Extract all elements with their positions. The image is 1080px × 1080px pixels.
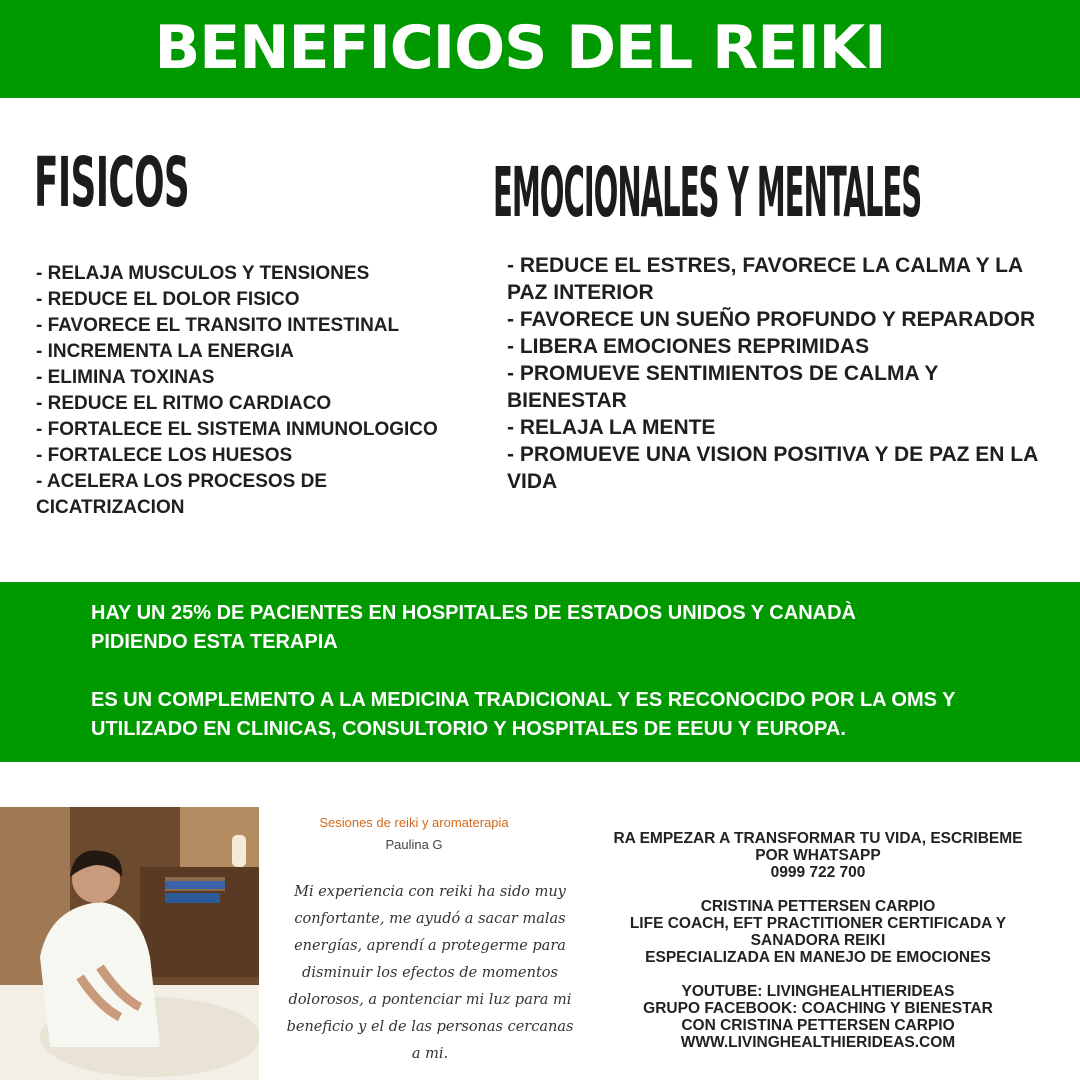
contact-facebook: GRUPO FACEBOOK: COACHING Y BIENESTAR — [643, 1000, 993, 1017]
list-item: - REDUCE EL DOLOR FISICO — [36, 289, 300, 310]
list-item: - FORTALECE EL SISTEMA INMUNOLOGICO — [36, 419, 438, 440]
contact-role: ESPECIALIZADA EN MANEJO DE EMOCIONES — [645, 949, 991, 966]
page-title: BENEFICIOS DEL REIKI — [154, 13, 886, 83]
reiki-session-photo — [0, 807, 259, 1080]
list-item: - REDUCE EL ESTRES, FAVORECE LA CALMA Y LA PAZ INTERIOR — [507, 254, 1023, 304]
fact-statistic: HAY UN 25% DE PACIENTES EN HOSPITALES DE ESTADOS UNIDOS Y CANADÀ PIDIENDO ESTA TERAPIA — [91, 602, 856, 653]
fisicos-list — [36, 261, 476, 521]
list-item: - RELAJA LA MENTE — [507, 416, 716, 439]
list-item: - ACELERA LOS PROCESOS DE CICATRIZACION — [36, 471, 328, 518]
list-item: - RELAJA MUSCULOS Y TENSIONES — [36, 263, 370, 284]
contact-website: WWW.LIVINGHEALTHIERIDEAS.COM — [680, 1034, 956, 1051]
list-item: - LIBERA EMOCIONES REPRIMIDAS — [507, 335, 870, 358]
list-item: - FORTALECE LOS HUESOS — [36, 445, 293, 466]
contact-name: CRISTINA PETTERSEN CARPIO — [700, 898, 936, 915]
list-item: - FAVORECE EL TRANSITO INTESTINAL — [36, 315, 400, 336]
testimonial-title: Sesiones de reiki y aromaterapia — [319, 815, 509, 830]
contact-role: LIFE COACH, EFT PRACTITIONER CERTIFICADA Y — [629, 915, 1007, 932]
contact-youtube: YOUTUBE: LIVINGHEALHTIERIDEAS — [681, 983, 955, 1000]
contact-intro: RA EMPEZAR A TRANSFORMAR TU VIDA, ESCRIBEME — [613, 830, 1023, 847]
testimonial-card — [280, 807, 590, 1080]
list-item: - PROMUEVE UNA VISION POSITIVA Y DE PAZ EN LA VIDA — [507, 443, 1038, 493]
fisicos-heading: FISICOS — [34, 143, 190, 224]
list-item: - REDUCE EL RITMO CARDIACO — [36, 393, 332, 414]
contact-role: SANADORA REIKI — [750, 932, 886, 949]
emocionales-heading: EMOCIONALES Y MENTALES — [493, 153, 922, 234]
contact-facebook: CON CRISTINA PETTERSEN CARPIO — [681, 1017, 955, 1034]
testimonial-author: Paulina G — [385, 837, 443, 852]
contact-phone: 0999 722 700 — [770, 864, 866, 881]
list-item: - PROMUEVE SENTIMIENTOS DE CALMA Y BIENESTAR — [507, 362, 938, 412]
contact-info — [606, 830, 1030, 1051]
contact-intro-2: POR WHATSAPP — [755, 847, 881, 864]
testimonial-quote: Mi experiencia con reiki ha sido muy confortante, me ayudó a sacar malas energías, aprendí a protegerme para disminuir los efectos de momentos dolorosos, a pontenciar mi luz para mi beneficio y el de las personas cercanas a mi. — [286, 884, 574, 1062]
list-item: - INCREMENTA LA ENERGIA — [36, 341, 294, 362]
fact-recognition: ES UN COMPLEMENTO A LA MEDICINA TRADICIONAL Y ES RECONOCIDO POR LA OMS Y UTILIZADO EN CLINICAS, CONSULTORIO Y HOSPITALES DE EEUU Y EUROPA. — [91, 689, 956, 740]
emocionales-list — [507, 252, 1047, 495]
list-item: - FAVORECE UN SUEÑO PROFUNDO Y REPARADOR — [507, 308, 1036, 331]
list-item: - ELIMINA TOXINAS — [36, 367, 215, 388]
